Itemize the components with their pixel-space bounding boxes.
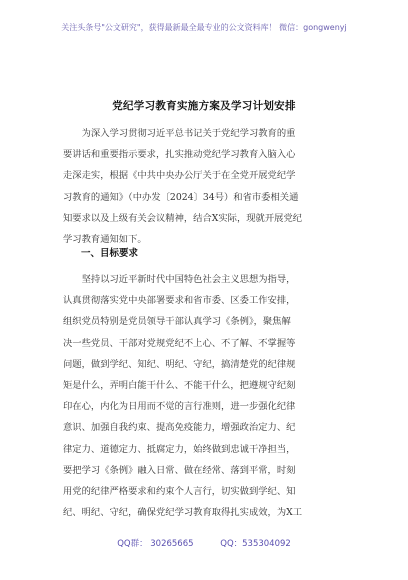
text-line: 问题，做到学纪、知纪、明纪、守纪，搞清楚党的纪律规	[63, 358, 296, 370]
contact-footer	[0, 537, 408, 549]
text-line: 走深走实，根据《中共中央办公厅关于在全党开展党纪学	[63, 170, 296, 182]
text-line: 印在心，内化为日用而不觉的言行准则，进一步强化纪律	[63, 401, 296, 413]
text-line: 要讲话和重要指示要求，扎实推动党纪学习教育入脑入心	[63, 149, 296, 161]
text-line: 决一些党员、干部对党规党纪不上心、不了解、不掌握等	[63, 337, 296, 349]
text-line: 为深入学习贯彻习近平总书记关于党纪学习教育的重	[63, 128, 296, 139]
text-line: 坚持以习近平新时代中国特色社会主义思想为指导，	[63, 274, 296, 285]
section-heading: 一、目标要求	[81, 248, 139, 259]
text-line: 习教育的通知》（中办发〔2024〕34号）和省市委相关通	[63, 191, 299, 203]
text-line: 意识、加强自我约束、提高免疫能力，增强政治定力、纪	[63, 422, 296, 434]
section-paragraph	[63, 269, 352, 523]
text-line: 律定力、道德定力、抵腐定力，始终做到忠诚干净担当，	[63, 443, 296, 455]
intro-paragraph	[63, 123, 352, 250]
text-line: 认真贯彻落实党中央部署要求和省市委、区委工作安排，	[63, 295, 296, 307]
promo-banner: 关注头条号"公文研究"，获得最新最全最专业的公文资料库！ 微信：gongwenyj	[61, 23, 347, 32]
text-line: 纪、明纪、守纪，确保党纪学习教育取得扎实成效，为X工	[63, 507, 303, 519]
text-line: 组织党员特别是党员领导干部认真学习《条例》，聚焦解	[63, 316, 291, 328]
document-title: 党纪学习教育实施方案及学习计划安排	[112, 100, 296, 112]
text-line: 知要求以及上级有关会议精神，结合X实际，现就开展党纪	[63, 212, 303, 224]
text-line: 用党的纪律严格要求和约束个人言行，切实做到学纪、知	[63, 485, 296, 497]
qq-number: QQ：535304092	[220, 539, 291, 549]
qq-group-number: QQ群： 30265665	[117, 539, 194, 549]
text-line: 要把学习《条例》融入日常、做在经常、落到平常，时刻	[63, 464, 296, 476]
text-line: 学习教育通知如下。	[63, 233, 147, 245]
text-line: 矩是什么，弄明白能干什么、不能干什么，把遵规守纪刻	[63, 379, 296, 391]
